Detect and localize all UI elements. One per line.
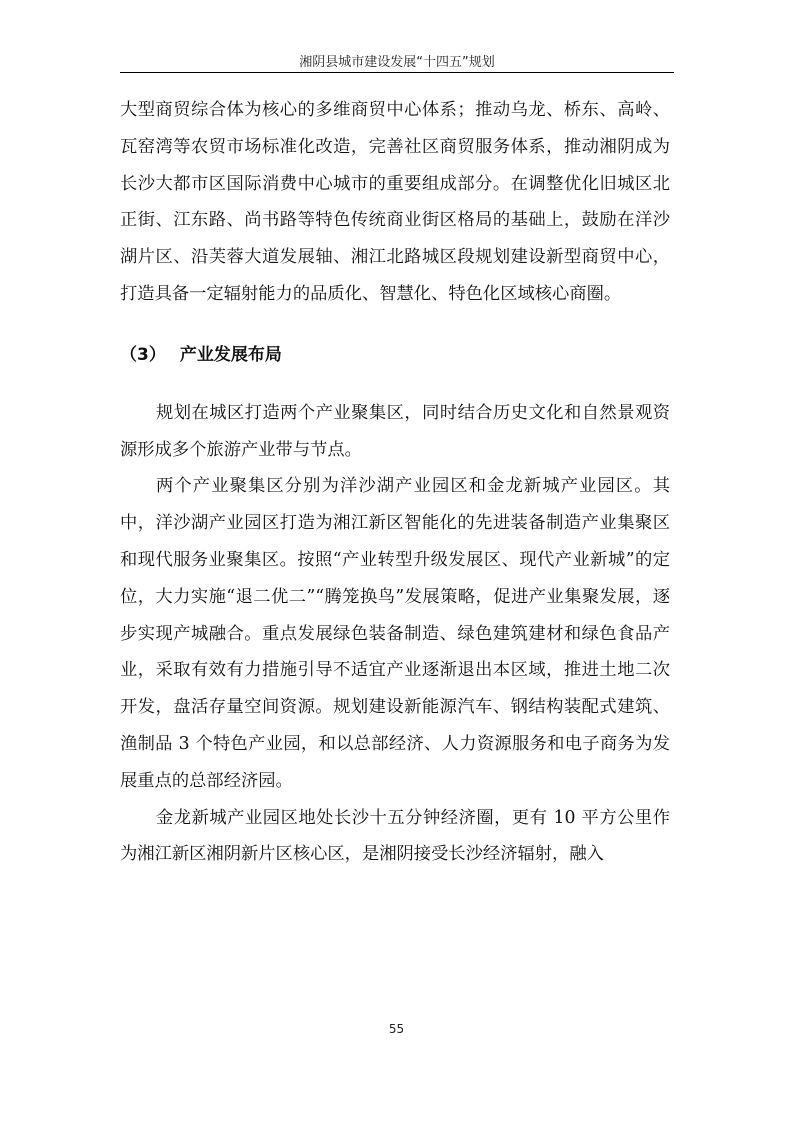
section-heading bbox=[120, 337, 670, 373]
running-header: 湘阴县城市建设发展“十四五”规划 bbox=[299, 55, 495, 70]
header-divider bbox=[120, 72, 674, 73]
document-body bbox=[120, 92, 670, 873]
page-number: 55 bbox=[388, 1022, 405, 1036]
section-title: 产业发展布局 bbox=[179, 344, 282, 365]
body-paragraph: 大型商贸综合体为核心的多维商贸中心体系；推动乌龙、桥东、高岭、瓦窑湾等农贸市场标准化改造，完善社区商贸服务体系，推动湘阴成为长沙大都市区国际消费中心城市的重要组成部分。在调整优化旧城区北正街、江东路、尚书路等特色传统商业街区格局的基础上，鼓励在洋沙湖片区、沿芙蓉大道发展轴、湘江北路城区段规划建设新型商贸中心，打造具备一定辐射能力的品质化、智慧化、特色化区域核心商圈。 bbox=[120, 100, 670, 304]
body-paragraph: 两个产业聚集区分别为洋沙湖产业园区和金龙新城产业园区。其中，洋沙湖产业园区打造为湘江新区智能化的先进装备制造产业集聚区和现代服务业聚集区。按照“产业转型升级发展区、现代产业新城”的定位，大力实施“退二优二”“腾笼换鸟”发展策略，促进产业集聚发展，逐步实现产城融合。重点发展绿色装备制造、绿色建筑建材和绿色食品产业，采取有效有力措施引导不适宜产业逐渐退出本区域，推进土地二次开发，盘活存量空间资源。规划建设新能源汽车、钢结构装配式建筑、渔制品 3 个特色产业园，和以总部经济、人力资源服务和电子商务为发展重点的总部经济园。 bbox=[120, 476, 670, 791]
section-number: （3） bbox=[120, 344, 166, 365]
body-paragraph: 规划在城区打造两个产业聚集区，同时结合历史文化和自然景观资源形成多个旅游产业带与节点。 bbox=[120, 402, 670, 460]
body-paragraph: 金龙新城产业园区地处长沙十五分钟经济圈，更有 10 平方公里作为湘江新区湘阴新片区核心区，是湘阴接受长沙经济辐射，融入 bbox=[120, 807, 670, 865]
